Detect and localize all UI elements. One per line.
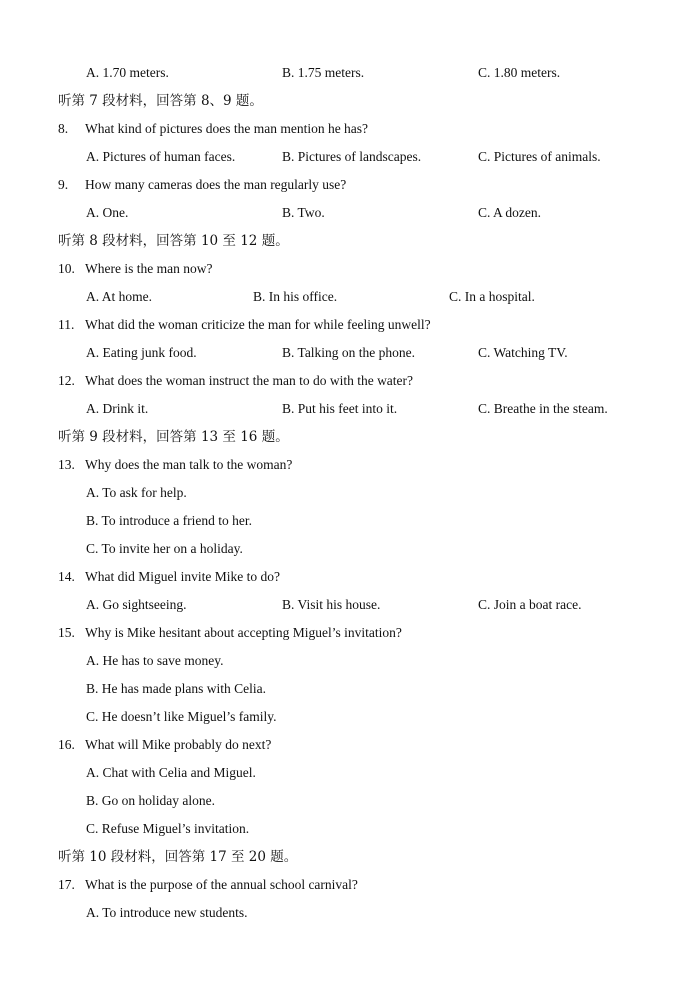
answer-option-b: B. Put his feet into it. [282,401,398,416]
answer-option-c: C. Watching TV. [478,345,568,360]
question-text: What did the woman criticize the man for while feeling unwell? [85,317,431,332]
answer-option-a: A. 1.70 meters. [86,65,169,80]
question [58,568,280,586]
answer-option-b: B. 1.75 meters. [282,65,365,80]
answer-option-b: B. In his office. [253,289,338,304]
question-text: Why does the man talk to the woman? [85,457,293,472]
question-number: 17. [58,877,75,892]
answer-option: C. To invite her on a holiday. [86,541,243,556]
question-text: Why is Mike hesitant about accepting Miguel’s invitation? [85,625,402,640]
answer-option-b: B. Talking on the phone. [282,345,416,360]
answer-option-b: B. Two. [282,205,325,220]
answer-option: C. Refuse Miguel’s invitation. [86,821,250,836]
answer-option: B. He has made plans with Celia. [86,681,266,696]
answer-option: C. He doesn’t like Miguel’s family. [86,709,277,724]
question [58,624,402,642]
question-text: Where is the man now? [85,261,213,276]
section-heading: 听第 8 段材料，回答第 10 至 12 题。 [58,233,289,249]
section-heading: 听第 9 段材料，回答第 13 至 16 题。 [58,429,289,445]
question-number: 13. [58,457,75,472]
answer-option-a: A. Drink it. [86,401,149,416]
question [58,372,413,390]
answer-option-a: A. Pictures of human faces. [86,149,236,164]
answer-option-c: C. Join a boat race. [478,597,582,612]
answer-option: B. Go on holiday alone. [86,793,215,808]
answer-option-c: C. In a hospital. [449,289,535,304]
question [58,260,212,278]
answer-option: A. Chat with Celia and Miguel. [86,765,256,780]
answer-option: B. To introduce a friend to her. [86,513,253,528]
question-number: 11. [58,317,75,332]
answer-option-a: A. Go sightseeing. [86,597,187,612]
answer-option: A. To introduce new students. [86,905,248,920]
question [58,316,431,334]
answer-option: A. He has to save money. [86,653,224,668]
answer-option-a: A. Eating junk food. [86,345,197,360]
question [58,176,346,194]
answer-option: A. To ask for help. [86,485,187,500]
answer-option-c: C. 1.80 meters. [478,65,561,80]
question-text: What does the woman instruct the man to do with the water? [85,373,414,388]
answer-option-c: C. Pictures of animals. [478,149,601,164]
answer-option-c: C. A dozen. [478,205,541,220]
question [58,120,368,138]
answer-option-b: B. Pictures of landscapes. [282,149,422,164]
question-text: What kind of pictures does the man mention he has? [85,121,369,136]
question-number: 16. [58,737,75,752]
section-heading: 听第 10 段材料，回答第 17 至 20 题。 [58,849,298,865]
question-text: What will Mike probably do next? [85,737,272,752]
question-number: 9. [58,177,69,192]
question [58,876,358,894]
answer-option-b: B. Visit his house. [282,597,381,612]
question-number: 12. [58,373,75,388]
answer-option-c: C. Breathe in the steam. [478,401,608,416]
question-text: How many cameras does the man regularly use? [85,177,347,192]
question-number: 15. [58,625,75,640]
question [58,736,271,754]
question-number: 10. [58,261,75,276]
section-heading: 听第 7 段材料，回答第 8、9 题。 [58,93,263,109]
question-text: What did Miguel invite Mike to do? [85,569,280,584]
question-number: 8. [58,121,69,136]
question-text: What is the purpose of the annual school carnival? [85,877,358,892]
answer-option-a: A. At home. [86,289,152,304]
answer-option-a: A. One. [86,205,129,220]
question [58,456,292,474]
question-number: 14. [58,569,75,584]
